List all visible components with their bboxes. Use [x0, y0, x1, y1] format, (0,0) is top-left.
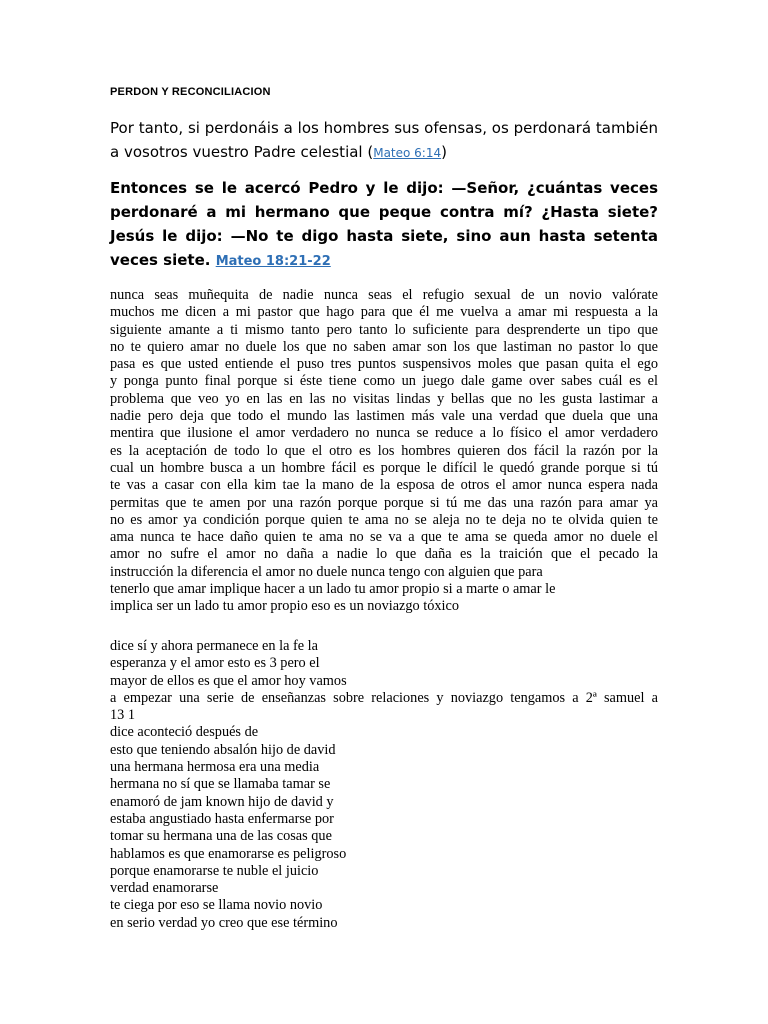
- text-line: implica ser un lado tu amor propio eso es un noviazgo tóxico: [110, 598, 460, 615]
- text-line: enamoró de jam known hijo de david y: [110, 793, 334, 810]
- verse-text: Por tanto, si perdonáis a los hombres sus ofensas, os perdonará también a vosotros vuestro Padre celestial (: [110, 119, 658, 161]
- text-line: verdad enamorarse: [110, 880, 219, 897]
- text-line: te vas a casar con ella kim tae la mano de la esposa de otros el amor nunca espera nada: [110, 477, 658, 494]
- text-line: y ponga punto final porque si éste tiene como un juego dale game over sabes cuál es el: [110, 373, 658, 390]
- text-line: dice sí y ahora permanece en la fe la: [110, 638, 318, 654]
- verse-mateo-18-21: [110, 176, 658, 274]
- verse-text: Entonces se le acercó Pedro y le dijo: —Señor, ¿cuántas veces perdonaré a mi hermano que peque contra mí? ¿Hasta siete? Jesús le dijo: —No te digo hasta siete, sino aun hasta setenta veces siete.: [110, 179, 658, 269]
- text-line: tenerlo que amar implique hacer a un lado tu amor propio si a marte o amar le: [110, 581, 556, 598]
- text-line: esperanza y el amor esto es 3 pero el: [110, 655, 320, 672]
- text-line: mentira que ilusione el amor verdadero no nunca se reduce a lo físico el amor verdadero: [110, 425, 658, 442]
- text-line: muchos me dicen a mi pastor que hago para que él me vuelva a amar mi respuesta a la: [110, 304, 658, 321]
- text-line: hablamos es que enamorarse es peligroso: [110, 845, 347, 862]
- scripture-link[interactable]: Mateo 18:21-22: [215, 254, 331, 269]
- text-line: nunca seas muñequita de nadie nunca seas el refugio sexual de un novio valórate: [110, 287, 658, 303]
- text-line: no te quiero amar no duele los que no saben amar son los que lastiman no pastor lo que: [110, 338, 658, 355]
- text-line: siguiente amante a ti mismo tanto pero tanto lo suficiente para desprenderte un tipo que: [110, 321, 658, 338]
- document-title: PERDON Y RECONCILIACION: [110, 86, 271, 98]
- body-paragraph-1: [110, 287, 658, 616]
- text-line: permitas que te amen por una razón porque porque si tú me das una razón para amar ya: [110, 494, 658, 511]
- text-line: amor no sufre el amor no daña a nadie lo que daña es la traición que el pecado la: [110, 546, 658, 563]
- text-line: tomar su hermana una de las cosas que: [110, 828, 332, 845]
- text-line: te ciega por eso se llama novio novio: [110, 897, 323, 914]
- text-line: 13 1: [110, 707, 136, 724]
- text-line: porque enamorarse te nuble el juicio: [110, 862, 319, 879]
- text-line: pasa es que usted entiende el puso tres puntos suspensivos moles que pasan quita el ego: [110, 356, 658, 373]
- text-line: es la aceptación de todo lo que el otro es los hombres quieren dos fácil la razón por la: [110, 442, 658, 459]
- body-paragraph-2: [110, 638, 658, 932]
- verse-mateo-6-14: [110, 116, 658, 165]
- text-line: estaba angustiado hasta enfermarse por: [110, 810, 334, 827]
- text-line: esto que teniendo absalón hijo de david: [110, 741, 336, 758]
- text-line: problema que veo yo en las en las no visitas lindas y bellas que no les gusta lastimar a: [110, 390, 658, 407]
- verse-close: ): [441, 143, 447, 161]
- text-line: dice aconteció después de: [110, 724, 259, 741]
- text-line: una hermana hermosa era una media: [110, 759, 320, 776]
- text-line: instrucción la diferencia el amor no duele nunca tengo con alguien que para: [110, 563, 543, 580]
- text-line: no es amor ya condición porque quien te ama no se aleja no te deja no te olvida quien te: [110, 511, 658, 528]
- text-line: a empezar una serie de enseñanzas sobre relaciones y noviazgo tengamos a 2ª samuel a: [110, 689, 658, 706]
- text-line: ama nunca te hace daño quien te ama no se va a que te ama se queda amor no duele el: [110, 529, 658, 546]
- text-line: nadie pero deja que todo el mundo las lastimen más vale una verdad que duela que una: [110, 408, 658, 425]
- text-line: cual un hombre busca a un hombre fácil es porque le difícil le quedó grande porque si tú: [110, 459, 658, 476]
- text-line: hermana no sí que se llamaba tamar se: [110, 776, 331, 793]
- scripture-link[interactable]: Mateo 6:14: [373, 146, 442, 160]
- text-line: en serio verdad yo creo que ese término: [110, 914, 338, 931]
- text-line: mayor de ellos es que el amor hoy vamos: [110, 672, 347, 689]
